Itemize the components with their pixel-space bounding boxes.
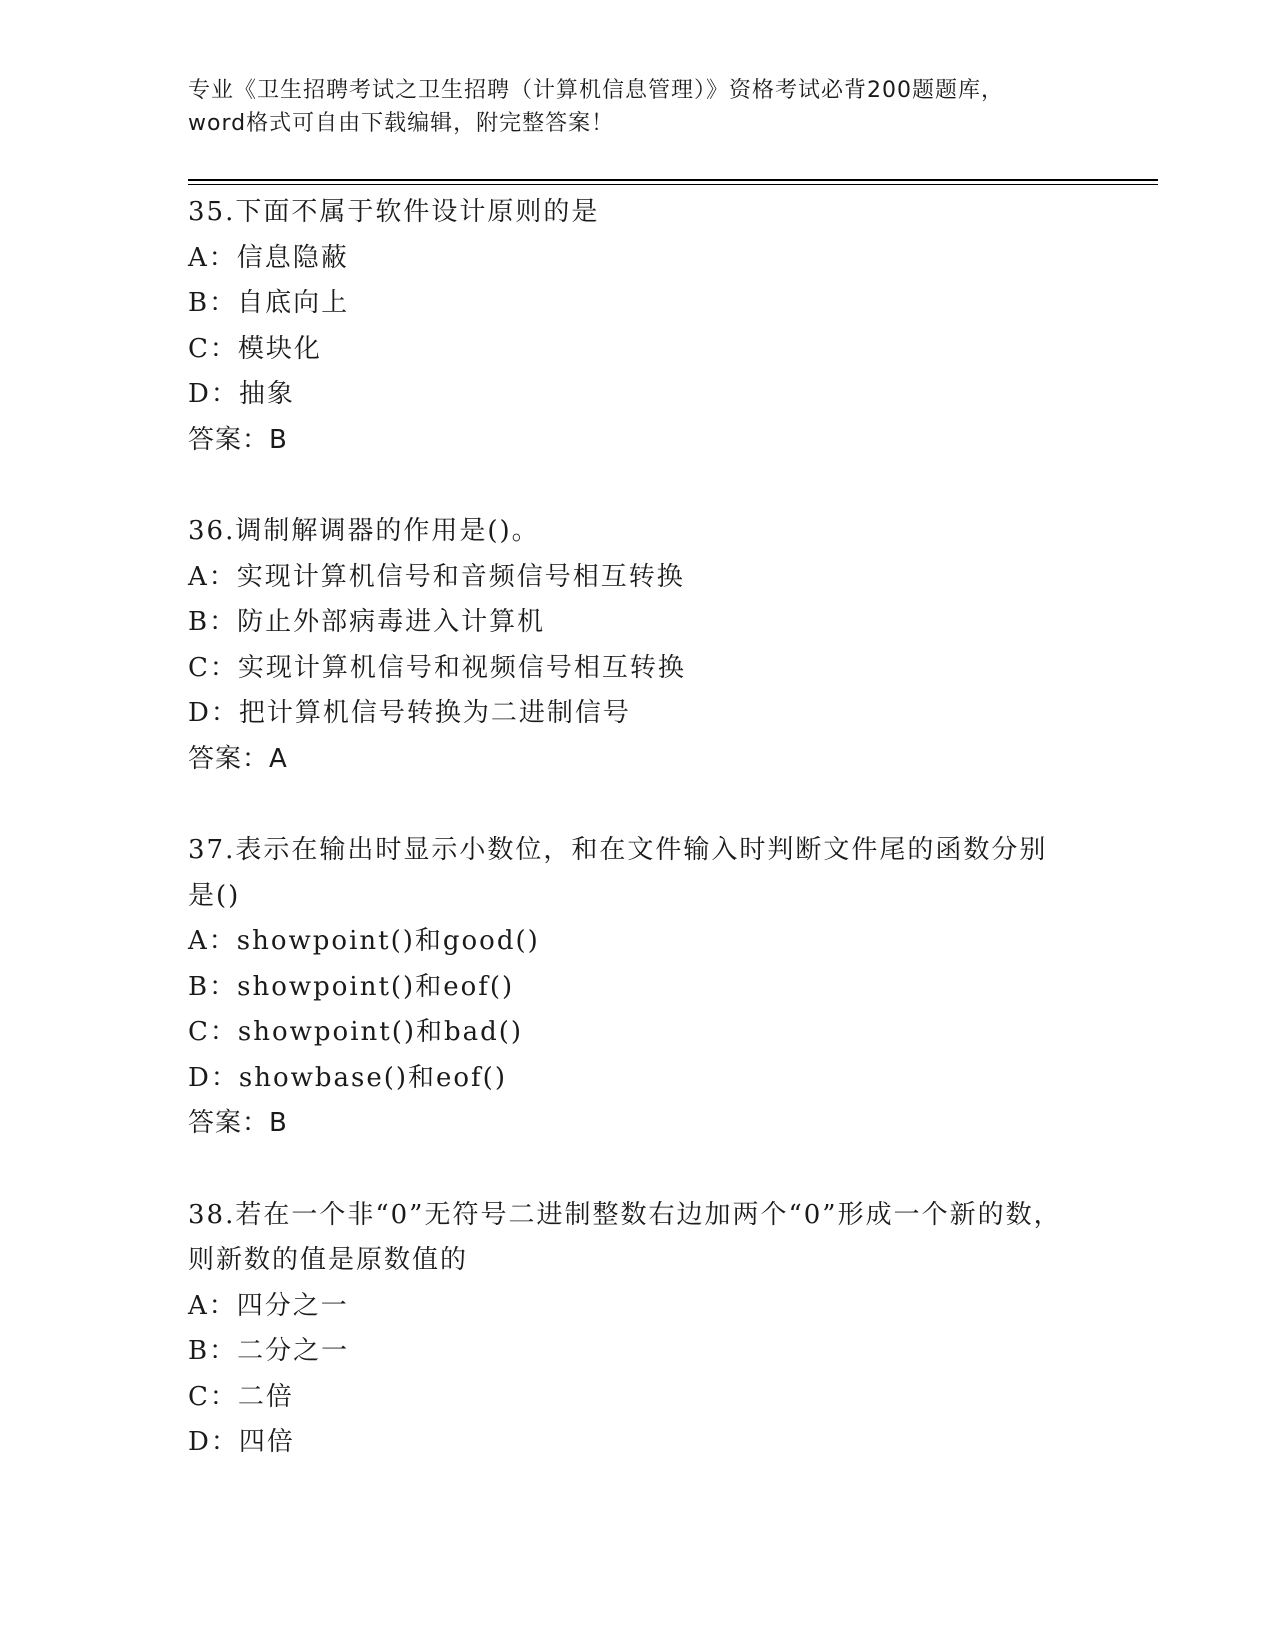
option-label: C： [188,652,238,683]
option-d [188,1056,1088,1102]
option-text: 模块化 [237,333,322,364]
option-label: C： [188,333,238,364]
option-text: showpoint()和good() [236,926,540,956]
option-label: B： [188,971,238,1002]
header-line-2: word格式可自由下载编辑，附完整答案！ [188,111,615,136]
question-36 [188,509,1088,782]
option-c [188,327,1088,373]
option-a [188,919,1088,965]
option-text: 信息隐蔽 [236,242,349,273]
option-text: 二分之一 [237,1336,350,1366]
option-label: B： [188,288,238,318]
header-divider-thin [188,184,1158,185]
option-b [188,1329,1088,1375]
option-text: 四分之一 [236,1290,349,1321]
option-label: C： [188,1381,238,1412]
option-d [188,691,1088,737]
question-stem: 37.表示在输出时显示小数位，和在文件输入时判断文件尾的函数分别是() [188,835,1048,911]
option-b [188,281,1088,327]
header-line-1: 专业《卫生招聘考试之卫生招聘（计算机信息管理）》资格考试必背200题题库， [188,78,1004,103]
option-label: A： [188,926,237,956]
option-label: A： [188,1290,237,1321]
option-text: 实现计算机信号和视频信号相互转换 [237,652,686,683]
option-d [188,372,1088,418]
option-text: 四倍 [238,1427,295,1457]
option-text: 把计算机信号转换为二进制信号 [238,698,631,728]
option-text: 防止外部病毒进入计算机 [237,607,546,637]
option-label: D： [188,1062,239,1093]
option-text: showbase()和eof() [238,1062,507,1093]
option-b [188,965,1088,1011]
option-label: D： [188,379,239,409]
answer-line: 答案：B [188,1108,288,1138]
question-stem: 36.调制解调器的作用是()。 [188,516,540,546]
answer-line: 答案：A [188,743,288,774]
option-c [188,1010,1088,1056]
header-divider-thick [188,179,1158,181]
question-stem: 35.下面不属于软件设计原则的是 [188,197,600,227]
option-d [188,1420,1088,1466]
option-c [188,1375,1088,1421]
option-text: showpoint()和eof() [237,971,515,1002]
option-label: A： [188,242,237,273]
option-a [188,555,1088,601]
option-label: B： [188,1336,238,1366]
option-label: D： [188,1427,239,1457]
option-b [188,600,1088,646]
question-list [188,190,1088,1512]
option-text: 自底向上 [237,288,350,318]
option-text: showpoint()和bad() [237,1017,524,1047]
option-label: D： [188,698,239,728]
option-label: A： [188,561,237,592]
option-a [188,1284,1088,1330]
option-text: 二倍 [237,1381,294,1412]
question-37 [188,828,1088,1147]
question-35 [188,190,1088,463]
option-text: 抽象 [238,379,295,409]
document-header [188,74,1088,140]
option-a [188,236,1088,282]
option-label: C： [188,1017,238,1047]
question-38 [188,1193,1088,1466]
option-text: 实现计算机信号和音频信号相互转换 [236,561,685,592]
question-stem: 38.若在一个非“0”无符号二进制整数右边加两个“0”形成一个新的数，则新数的值是原数值的 [188,1199,1062,1275]
option-c [188,646,1088,692]
option-label: B： [188,607,238,637]
answer-line: 答案：B [188,424,288,455]
